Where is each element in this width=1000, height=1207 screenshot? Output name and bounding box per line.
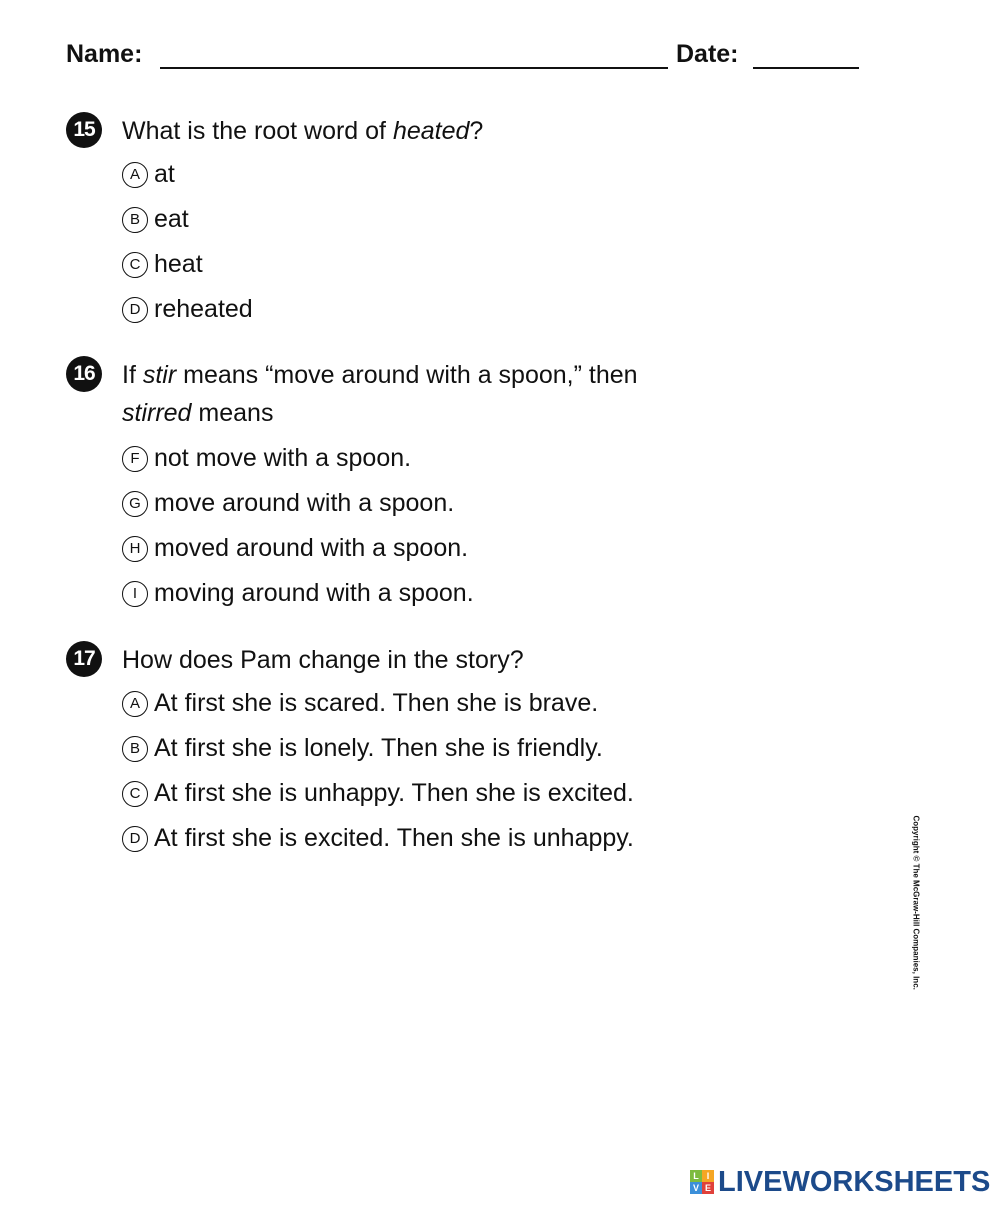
option-text: heat — [154, 250, 203, 278]
question-17 — [66, 641, 826, 863]
question-number-badge: 15 — [66, 112, 102, 148]
answer-option[interactable] — [122, 200, 189, 238]
question-stem: How does Pam change in the story? — [122, 646, 524, 674]
option-text: not move with a spoon. — [154, 444, 412, 472]
option-letter-bubble[interactable]: I — [122, 581, 148, 607]
name-label: Name: — [66, 40, 143, 68]
brand-text: LIVEWORKSHEETS — [718, 1165, 991, 1198]
answer-option[interactable] — [122, 155, 175, 193]
option-text: eat — [154, 205, 189, 233]
answer-option[interactable] — [122, 529, 468, 567]
answer-option[interactable] — [122, 439, 411, 477]
answer-option[interactable] — [122, 819, 634, 857]
option-text: at — [154, 160, 175, 188]
answer-option[interactable] — [122, 484, 454, 522]
date-label: Date: — [676, 40, 739, 68]
option-text: moved around with a spoon. — [154, 534, 469, 562]
option-letter-bubble[interactable]: F — [122, 446, 148, 472]
option-letter-bubble[interactable]: D — [122, 297, 148, 323]
option-text: At first she is unhappy. Then she is excited. — [154, 779, 634, 807]
option-text: At first she is excited. Then she is unhappy. — [154, 824, 634, 852]
liveworksheets-logo — [690, 1166, 990, 1198]
logo-tile: E — [702, 1182, 714, 1194]
question-stem: If stir means “move around with a spoon,” then stirred means — [122, 361, 638, 427]
answer-option[interactable] — [122, 684, 598, 722]
date-field[interactable] — [753, 67, 859, 69]
question-15 — [66, 112, 826, 332]
question-number-badge: 16 — [66, 356, 102, 392]
logo-tile: L — [690, 1170, 702, 1182]
option-letter-bubble[interactable]: B — [122, 736, 148, 762]
question-number-badge: 17 — [66, 641, 102, 677]
option-letter-bubble[interactable]: B — [122, 207, 148, 233]
copyright-notice — [907, 815, 921, 1030]
answer-option[interactable] — [122, 729, 603, 767]
option-text: moving around with a spoon. — [154, 579, 474, 607]
option-text: reheated — [154, 295, 253, 323]
option-letter-bubble[interactable]: A — [122, 691, 148, 717]
copyright-text: Copyright © The McGraw-Hill Companies, Inc. — [911, 815, 921, 990]
question-stem: What is the root word of heated? — [122, 117, 484, 145]
worksheet-header — [66, 38, 866, 72]
option-letter-bubble[interactable]: D — [122, 826, 148, 852]
option-letter-bubble[interactable]: A — [122, 162, 148, 188]
option-letter-bubble[interactable]: H — [122, 536, 148, 562]
option-text: move around with a spoon. — [154, 489, 455, 517]
option-letter-bubble[interactable]: C — [122, 781, 148, 807]
answer-option[interactable] — [122, 574, 474, 612]
answer-option[interactable] — [122, 245, 203, 283]
answer-option[interactable] — [122, 774, 634, 812]
option-letter-bubble[interactable]: G — [122, 491, 148, 517]
name-field[interactable] — [160, 67, 668, 69]
logo-tile: I — [702, 1170, 714, 1182]
answer-option[interactable] — [122, 290, 253, 328]
question-16 — [66, 356, 826, 612]
liveworksheets-icon — [690, 1170, 714, 1194]
logo-tile: V — [690, 1182, 702, 1194]
option-letter-bubble[interactable]: C — [122, 252, 148, 278]
option-text: At first she is lonely. Then she is friendly. — [154, 734, 603, 762]
option-text: At first she is scared. Then she is brave. — [154, 689, 599, 717]
